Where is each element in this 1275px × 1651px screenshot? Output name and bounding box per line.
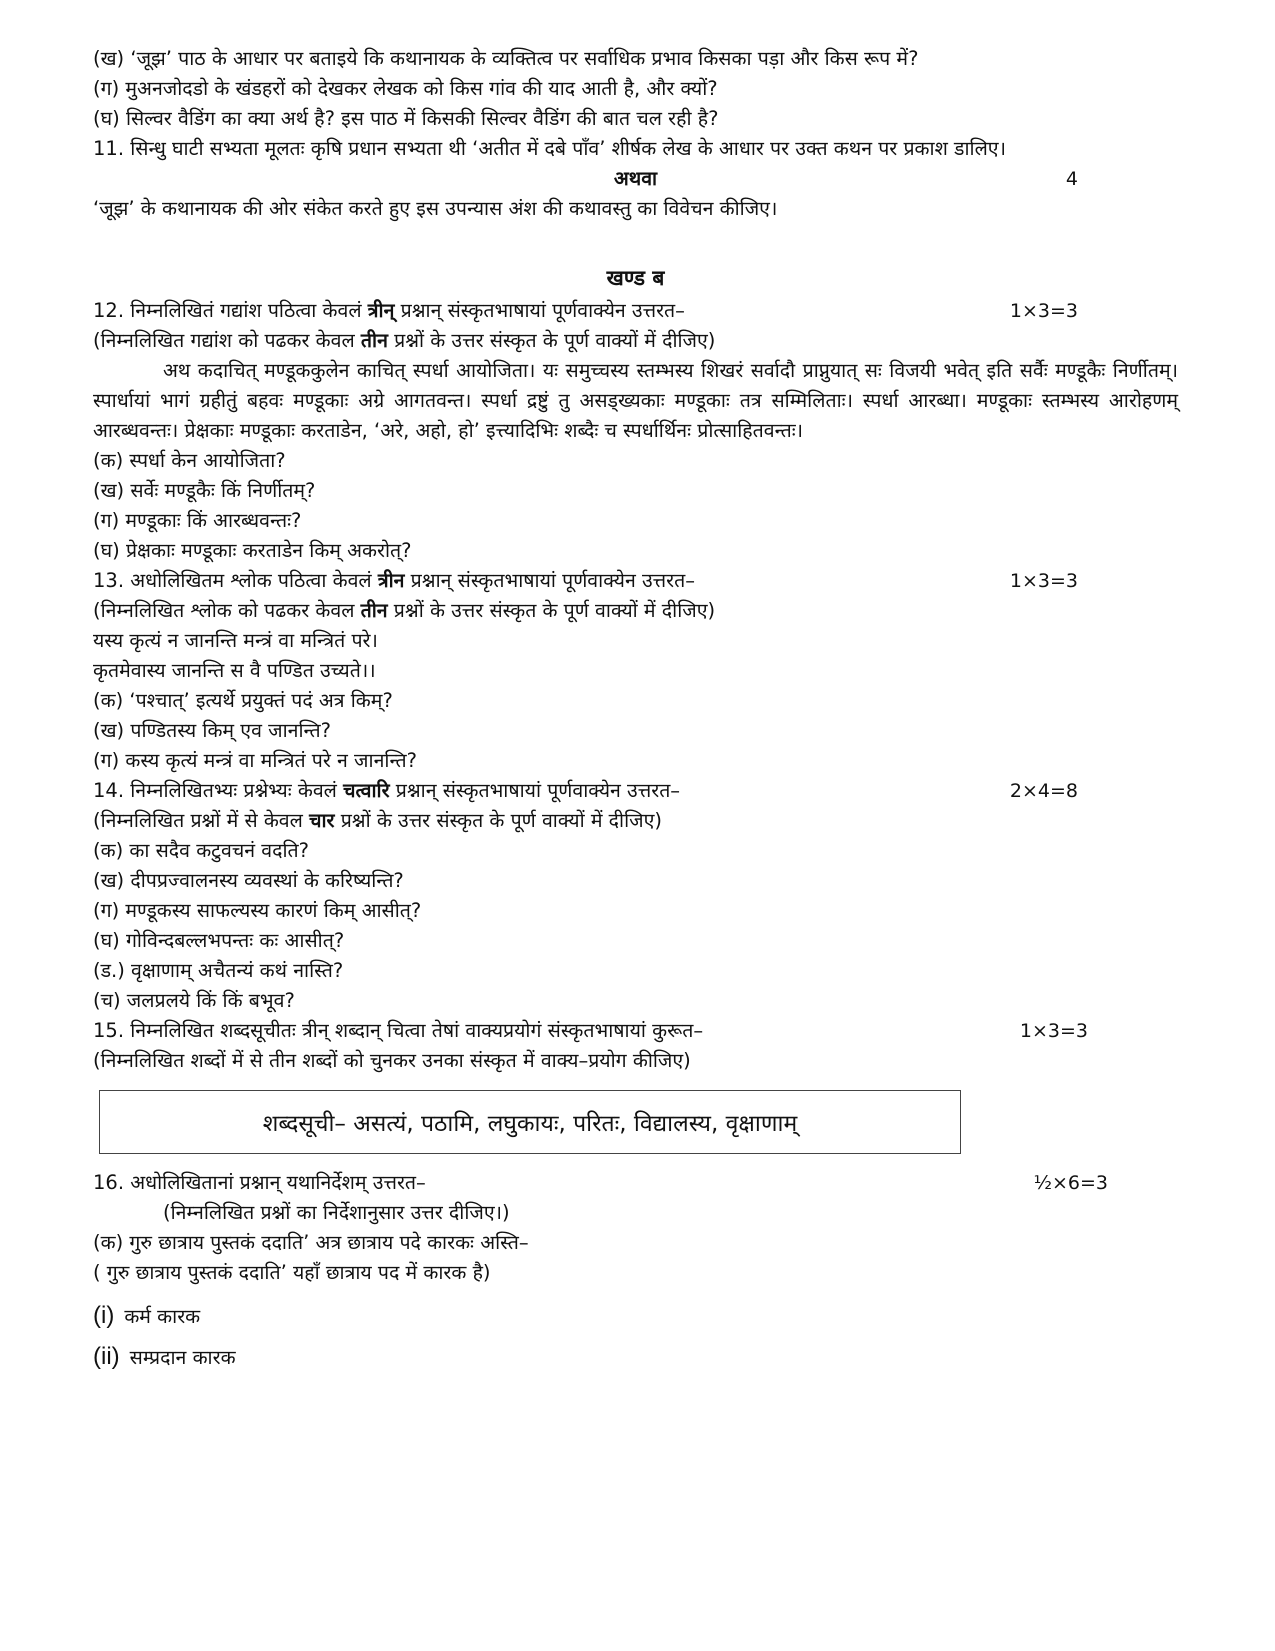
question-12-kha: (ख) सर्वेः मण्डूकैः किं निर्णीतम्? (93, 479, 316, 502)
exam-page (93, 44, 1178, 1378)
question-13-ka: (क) ‘पश्चात्’ इत्यर्थे प्रयुक्तं पदं अत्र किम्? (93, 689, 393, 712)
question-10-ga: (ग) मुअनजोदडो के खंडहरों को देखकर लेखक को किस गांव की याद आती है, और क्यों? (93, 77, 718, 100)
question-13-instruction: 13. अधोलिखितम श्लोक पठित्वा केवलं त्रीन प्रश्नान् संस्कृतभाषायां पूर्णवाक्येन उत्तरत– (93, 569, 695, 592)
question-16-ka-hindi: ( गुरु छात्राय पुस्तकं ददाति’ यहाँ छात्राय पद में कारक है) (93, 1261, 491, 1284)
question-14-ga: (ग) मण्डूकस्य साफल्यस्य कारणं किम् आसीत्? (93, 899, 422, 922)
question-12-instruction: 12. निम्नलिखितं गद्यांश पठित्वा केवलं त्रीन् प्रश्नान् संस्कृतभाषायां पूर्णवाक्येन उत्तरत– (93, 299, 685, 322)
question-12-hindi: (निम्नलिखित गद्यांश को पढकर केवल तीन प्रश्नों के उत्तर संस्कृत के पूर्ण वाक्यों में दीजिए) (93, 329, 716, 352)
question-14-ka: (क) का सदैव कटुवचनं वदति? (93, 839, 309, 862)
shloka-line-2: कृतमेवास्य जानन्ति स वै पण्डित उच्यते।। (93, 659, 376, 682)
question-10-kha: (ख) ‘जूझ’ पाठ के आधार पर बताइये कि कथानायक के व्यक्तित्व पर सर्वाधिक प्रभाव किसका पड़ा और किस रूप में? (93, 47, 919, 70)
question-15-hindi: (निम्नलिखित शब्दों में से तीन शब्दों को चुनकर उनका संस्कृत में वाक्य–प्रयोग कीजिए) (93, 1049, 691, 1072)
word-list-text: शब्दसूची– असत्यं, पठामि, लघुकायः, परितः, विद्यालस्य, वृक्षाणाम् (262, 1111, 798, 1137)
question-12-ga: (ग) मण्डूकाः किं आरब्धवन्तः? (93, 509, 302, 532)
question-15-marks: 1×3=3 (1019, 1020, 1088, 1042)
question-16-ka: (क) गुरु छात्राय पुस्तकं ददाति’ अत्र छात्राय पदे कारकः अस्ति– (93, 1231, 529, 1254)
question-14-nga: (ड.) वृक्षाणाम् अचैतन्यं कथं नास्ति? (93, 959, 344, 982)
question-15-instruction: 15. निम्नलिखित शब्दसूचीतः त्रीन् शब्दान् चित्वा तेषां वाक्यप्रयोगं संस्कृतभाषायां कुरूत– (93, 1019, 704, 1042)
question-14-instruction: 14. निम्नलिखितभ्यः प्रश्नेभ्यः केवलं चत्वारि प्रश्नान् संस्कृतभाषायां पूर्णवाक्येन उत्तरत– (93, 779, 681, 802)
question-12 (93, 296, 1178, 326)
question-16-instruction: 16. अधोलिखितानां प्रश्नान् यथानिर्देशम् उत्तरत– (93, 1171, 426, 1194)
question-11-alternative: ‘जूझ’ के कथानायक की ओर संकेत करते हुए इस उपन्यास अंश की कथावस्तु का विवेचन कीजिए। (93, 197, 778, 220)
question-16-hindi: (निम्नलिखित प्रश्नों का निर्देशानुसार उत्तर दीजिए।) (163, 1201, 510, 1224)
section-b-heading: खण्ड ब (606, 266, 665, 290)
question-16 (93, 1168, 1178, 1198)
athva-label: अथवा (613, 167, 658, 190)
question-13-kha: (ख) पण्डितस्य किम् एव जानन्ति? (93, 719, 331, 742)
question-14-hindi: (निम्नलिखित प्रश्नों में से केवल चार प्रश्नों के उत्तर संस्कृत के पूर्ण वाक्यों में दीजिए) (93, 809, 663, 832)
shloka-line-1: यस्य कृत्यं न जानन्ति मन्त्रं वा मन्त्रितं परे। (93, 629, 378, 652)
question-14-kha: (ख) दीपप्रज्वालनस्य व्यवस्थां के करिष्यन्ति? (93, 869, 404, 892)
question-15 (93, 1016, 1178, 1046)
option-i: (i) कर्म कारक (93, 1302, 201, 1329)
question-14-gha: (घ) गोविन्दबल्लभपन्तः कः आसीत्? (93, 929, 345, 952)
question-13-hindi: (निम्नलिखित श्लोक को पढकर केवल तीन प्रश्नों के उत्तर संस्कृत के पूर्ण वाक्यों में दीजिए) (93, 599, 716, 622)
question-12-marks: 1×3=3 (1009, 300, 1078, 322)
word-list-box (99, 1090, 961, 1154)
question-12-passage: अथ कदाचित् मण्डूककुलेन काचित् स्पर्धा आयोजिता। यः समुच्चस्य स्तम्भस्य शिखरं सर्वादौ प्राप्नुयात् सः विजयी भवेत् इति सर्वैः मण्डूकैः निर्णीतम्। स्पार्धायां भागं ग्रहीतुं बहवः मण्डूकाः अग्रे आगतवन्त। स्पर्धा द्रष्टुं तु असड्ख्यकाः मण्डूकाः तत्र सम्मिलिताः। स्पर्धा आरब्धा। मण्डूकाः स्तम्भस्य आरोहणम् आरब्धवन्तः। प्रेक्षकाः मण्डूकाः करताडेन, ‘अरे, अहो, हो’ इत्त्यादिभिः शब्दैः च स्पर्धार्थिनः प्रोत्साहितवन्तः। (93, 359, 1178, 442)
question-14-marks: 2×4=8 (1009, 780, 1078, 802)
question-13-ga: (ग) कस्य कृत्यं मन्त्रं वा मन्त्रितं परे न जानन्ति? (93, 749, 417, 772)
question-11-marks: 4 (1065, 168, 1078, 190)
question-14 (93, 776, 1178, 806)
question-16-marks: ½×6=3 (1033, 1172, 1108, 1194)
question-12-ka: (क) स्पर्धा केन आयोजिता? (93, 449, 286, 472)
question-13-marks: 1×3=3 (1009, 570, 1078, 592)
question-14-cha: (च) जलप्रलये किं किं बभूव? (93, 989, 295, 1012)
option-ii: (ii) सम्प्रदान कारक (93, 1343, 236, 1370)
question-11-text: 11. सिन्धु घाटी सभ्यता मूलतः कृषि प्रधान सभ्यता थी ‘अतीत में दबे पाँव’ शीर्षक लेख के आधार पर उक्त कथन पर प्रकाश डालिए। (93, 137, 1006, 160)
question-13 (93, 566, 1178, 596)
question-10-gha: (घ) सिल्वर वैडिंग का क्या अर्थ है? इस पाठ में किसकी सिल्वर वैडिंग की बात चल रही है? (93, 107, 719, 130)
question-12-gha: (घ) प्रेक्षकाः मण्डूकाः करताडेन किम् अकरोत्? (93, 539, 412, 562)
